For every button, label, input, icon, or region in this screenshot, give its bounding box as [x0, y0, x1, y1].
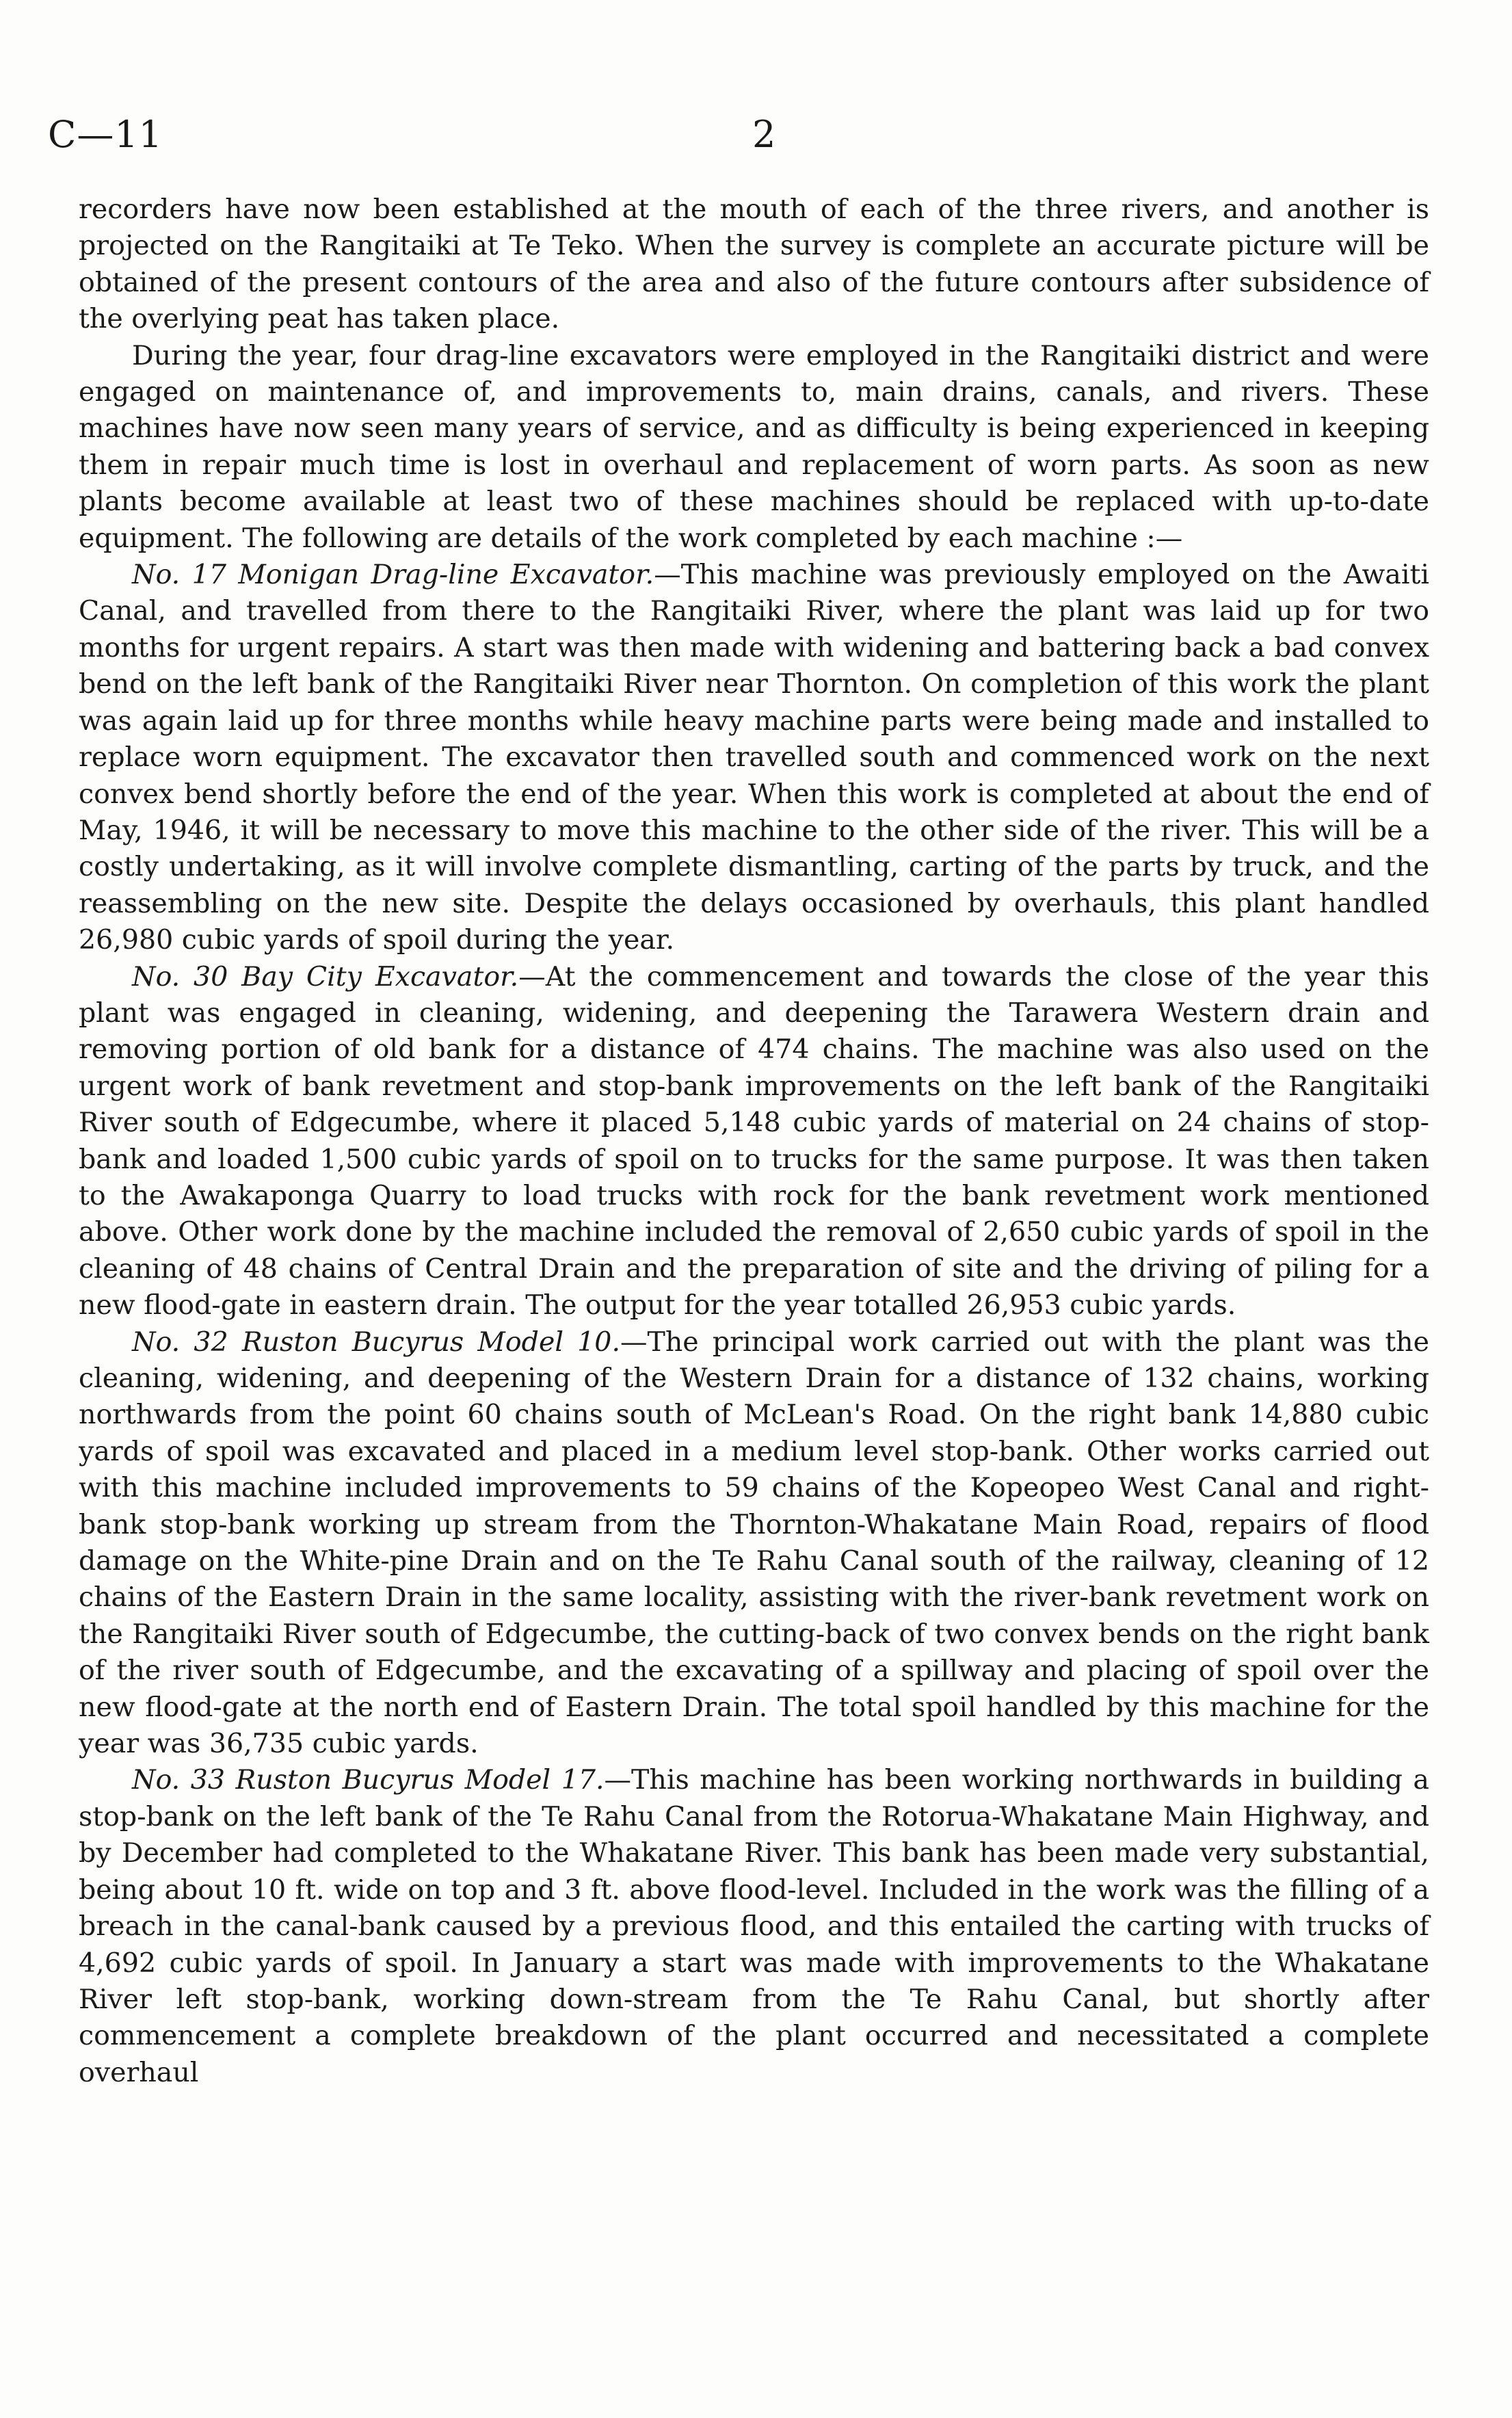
- machine-paragraph-no-17: [79, 557, 1429, 958]
- machine-text: —At the commencement and towards the close of the year this plant was engaged in cleaning, widening, and deepening the Tarawera Western drain and removing portion of old bank for a distance of 474 chains. The machine was also used on the urgent work of bank revetment and stop-bank improvements on the left bank of the Rangitaiki River south of Edgecumbe, where it placed 5,148 cubic yards of material on 24 chains of stop-bank and loaded 1,500 cubic yards of spoil on to trucks for the same purpose. It was then taken to the Awakaponga Quarry to load trucks with rock for the bank revetment work mentioned above. Other work done by the machine included the removal of 2,650 cubic yards of spoil in the cleaning of 48 chains of Central Drain and the preparation of site and the driving of piling for a new flood-gate in eastern drain. The output for the year totalled 26,953 cubic yards.: [79, 960, 1429, 1322]
- intro-paragraph: During the year, four drag-line excavators were employed in the Rangitaiki district and were engaged on maintenance of, and improvements to, main drains, canals, and rivers. These machines have now seen many years of service, and as difficulty is being experienced in keeping them in repair much time is lost in overhaul and replacement of worn parts. As soon as new plants become available at least two of these machines should be replaced with up-to-date equipment. The following are details of the work completed by each machine :—: [79, 339, 1429, 554]
- machine-paragraph-no-33: [79, 1762, 1429, 2091]
- body-text: [79, 192, 1429, 2091]
- machine-text: —This machine was previously employed on the Awaiti Canal, and travelled from there to the Rangitaiki River, where the plant was laid up for two months for urgent repairs. A start was then made with widening and battering back a bad convex bend on the left bank of the Rangitaiki River near Thornton. On completion of this work the plant was again laid up for three months while heavy machine parts were being made and installed to replace worn equipment. The excavator then travelled south and commenced work on the next convex bend shortly before the end of the year. When this work is completed at about the end of May, 1946, it will be necessary to move this machine to the other side of the river. This will be a costly undertaking, as it will involve complete dismantling, carting of the parts by truck, and the reassembling on the new site. Despite the delays occasioned by overhauls, this plant handled 26,980 cubic yards of spoil during the year.: [79, 559, 1429, 956]
- machine-heading: No. 32 Ruston Bucyrus Model 10.: [132, 1326, 620, 1358]
- machine-paragraph-no-30: [79, 959, 1429, 1324]
- intro-continuation: recorders have now been established at the mouth of each of the three rivers, and another is projected on the Rangitaiki at Te Teko. When the survey is complete an accurate picture will be obtained of the present contours of the area and also of the future contours after subsidence of the overlying peat has taken place.: [79, 194, 1429, 335]
- machine-text: —The principal work carried out with the plant was the cleaning, widening, and deepening of the Western Drain for a distance of 132 chains, working northwards from the point 60 chains south of McLean's Road. On the right bank 14,880 cubic yards of spoil was excavated and placed in a medium level stop-bank. Other works carried out with this machine included improvements to 59 chains of the Kopeopeo West Canal and right-bank stop-bank working up stream from the Thornton-Whakatane Main Road, repairs of flood damage on the White-pine Drain and on the Te Rahu Canal south of the railway, cleaning of 12 chains of the Eastern Drain in the same locality, assisting with the river-bank revetment work on the Rangitaiki River south of Edgecumbe, the cutting-back of two convex bends on the right bank of the river south of Edgecumbe, and the excavating of a spillway and placing of spoil over the new flood-gate at the north end of Eastern Drain. The total spoil handled by this machine for the year was 36,735 cubic yards.: [79, 1326, 1429, 1760]
- machine-text: —This machine has been working northwards in building a stop-bank on the left bank of the Te Rahu Canal from the Rotorua-Whakatane Main Highway, and by December had completed to the Whakatane River. This bank has been made very substantial, being about 10 ft. wide on top and 3 ft. above flood-level. Included in the work was the filling of a breach in the canal-bank caused by a previous flood, and this entailed the carting with trucks of 4,692 cubic yards of spoil. In January a start was made with improvements to the Whakatane River left stop-bank, working down-stream from the Te Rahu Canal, but shortly after commencement a complete breakdown of the plant occurred and necessitated a complete overhaul: [79, 1764, 1429, 2088]
- machine-heading: No. 30 Bay City Excavator.: [132, 960, 519, 993]
- page-header: [48, 113, 1463, 168]
- machine-heading: No. 33 Ruston Bucyrus Model 17.: [132, 1764, 605, 1796]
- document-reference: C—11: [48, 113, 163, 156]
- page-number: 2: [752, 113, 776, 156]
- machine-paragraph-no-32: [79, 1324, 1429, 1763]
- machine-heading: No. 17 Monigan Drag-line Excavator.: [132, 559, 654, 591]
